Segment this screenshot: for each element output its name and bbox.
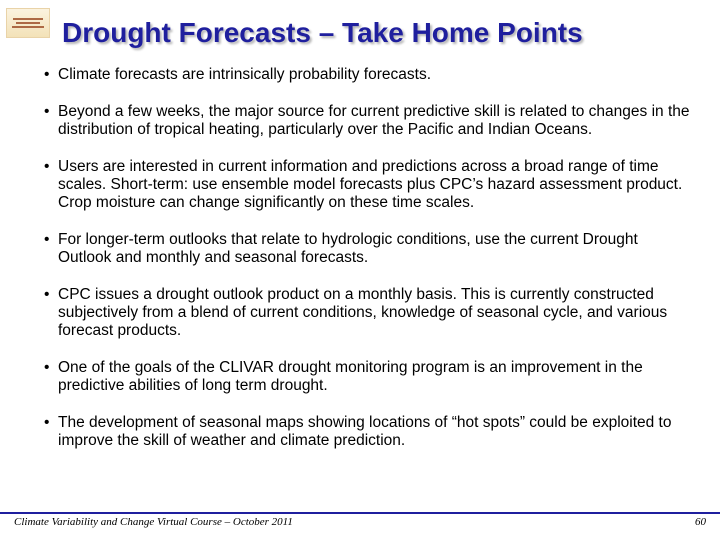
bullet-item: [44, 231, 694, 267]
footer-course-title: Climate Variability and Change Virtual Course – October 2011: [14, 516, 293, 528]
bullet-text: One of the goals of the CLIVAR drought monitoring program is an improvement in the predictive abilities of long term drought.: [58, 359, 643, 394]
bullet-dot: •: [44, 103, 50, 120]
logo: [6, 8, 50, 38]
bullet-text: CPC issues a drought outlook product on a monthly basis. This is currently constructed subjectively from a blend of current conditions, knowledge of seasonal cycle, and various forecast products.: [58, 286, 668, 339]
bullet-item: [44, 158, 694, 212]
bullet-text: Users are interested in current information and predictions across a broad range of time scales. Short-term: use ensemble model forecasts plus CPC’s hazard assessment product. Crop moisture can change significantly on these time scales.: [58, 158, 683, 211]
logo-text-line: [16, 22, 40, 24]
bullet-item: [44, 359, 694, 395]
bullet-dot: •: [44, 414, 50, 431]
bullet-list: [44, 66, 694, 469]
bullet-dot: •: [44, 286, 50, 303]
bullet-dot: •: [44, 359, 50, 376]
bullet-item: [44, 103, 694, 139]
footer-divider: [0, 512, 720, 514]
page-number: 60: [695, 516, 706, 528]
bullet-item: [44, 286, 694, 340]
bullet-text: For longer-term outlooks that relate to hydrologic conditions, use the current Drought Outlook and monthly and seasonal forecasts.: [58, 231, 638, 266]
bullet-dot: •: [44, 66, 50, 83]
bullet-text: Beyond a few weeks, the major source for current predictive skill is related to changes in the distribution of tropical heating, particularly over the Pacific and Indian Oceans.: [58, 103, 690, 138]
logo-text-line: [12, 26, 44, 28]
bullet-text: Climate forecasts are intrinsically probability forecasts.: [58, 66, 431, 83]
bullet-text: The development of seasonal maps showing locations of “hot spots” could be exploited to improve the skill of weather and climate prediction.: [58, 414, 672, 449]
logo-text-line: [13, 18, 43, 20]
bullet-item: [44, 66, 694, 84]
bullet-dot: •: [44, 158, 50, 175]
bullet-item: [44, 414, 694, 450]
slide-title: Drought Forecasts – Take Home Points: [62, 17, 583, 48]
bullet-dot: •: [44, 231, 50, 248]
